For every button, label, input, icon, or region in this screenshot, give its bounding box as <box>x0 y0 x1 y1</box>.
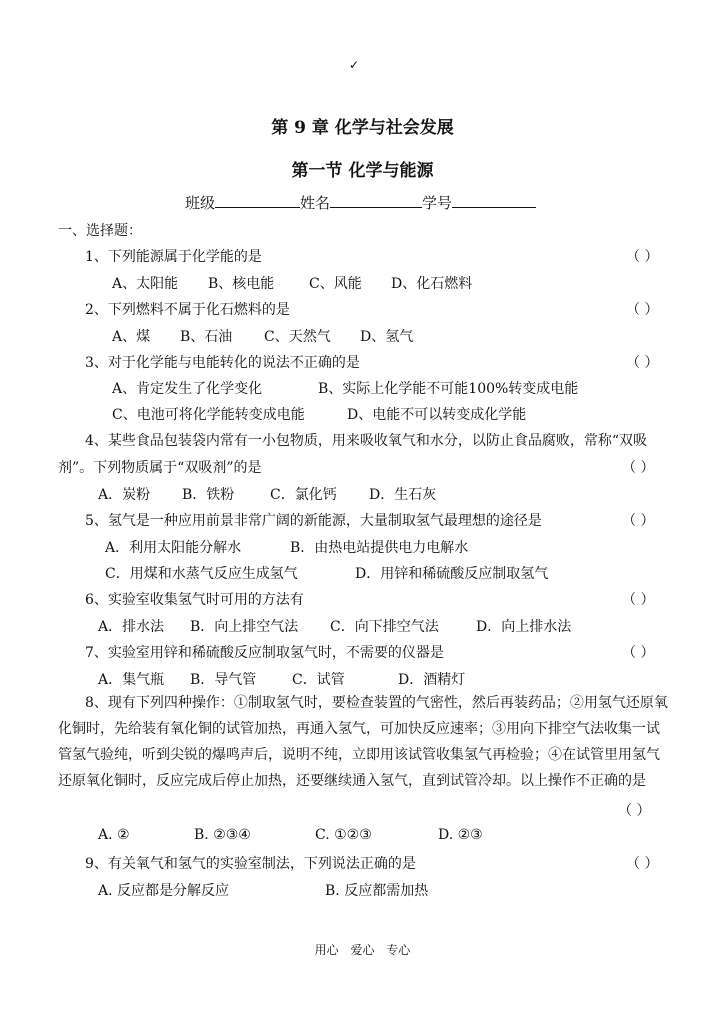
answer-paren-3[interactable]: （ ） <box>626 355 659 371</box>
q2-option-b: B、石油 <box>180 329 233 345</box>
q6-option-b: B．向上排空气法 <box>190 619 299 635</box>
q7-option-a: A．集气瓶 <box>98 672 165 688</box>
q6-option-d: D．向上排水法 <box>476 619 572 635</box>
page-footer: 用心 爱心 专心 <box>314 943 411 957</box>
q4-option-b: B．铁粉 <box>182 487 235 503</box>
part-heading: 一、选择题： <box>58 223 142 239</box>
q6-option-a: A．排水法 <box>98 619 165 635</box>
answer-paren-2[interactable]: （ ） <box>626 302 659 318</box>
q4-option-a: A．炭粉 <box>98 487 151 503</box>
question-2-stem: 2、下列燃料不属于化石燃料的是 <box>85 302 290 318</box>
q7-option-c: C．试管 <box>292 672 345 688</box>
q8-option-c: C. ①②③ <box>315 827 372 843</box>
question-9-stem: 9、有关氧气和氢气的实验室制法，下列说法正确的是 <box>85 856 416 872</box>
q4-option-d: D．生石灰 <box>369 487 437 503</box>
q1-option-c: C、风能 <box>309 276 362 292</box>
q7-option-b: B．导气管 <box>190 672 257 688</box>
q6-option-c: C．向下排空气法 <box>330 619 439 635</box>
answer-paren-4[interactable]: （ ） <box>622 460 655 476</box>
answer-paren-5[interactable]: （ ） <box>622 513 655 529</box>
q2-option-c: C、天然气 <box>264 329 331 345</box>
answer-paren-8[interactable]: （ ） <box>618 803 651 819</box>
q9-option-a: A. 反应都是分解反应 <box>98 883 230 899</box>
question-6-stem: 6、实验室收集氢气时可用的方法有 <box>85 592 304 608</box>
class-blank[interactable] <box>215 191 300 208</box>
question-4-stem-line1: 4、某些食品包装袋内常有一小包物质，用来吸收氧气和水分，以防止食品腐败，常称“双吸 <box>85 433 648 449</box>
answer-paren-9[interactable]: （ ） <box>626 856 659 872</box>
question-4-stem-line2: 剂”。下列物质属于“双吸剂”的是 <box>58 460 262 476</box>
header-check-mark: ✓ <box>349 58 360 72</box>
q9-option-b: B. 反应都需加热 <box>325 883 429 899</box>
q3-option-d: D、电能不可以转变成化学能 <box>347 407 527 423</box>
q3-option-a: A、肯定发生了化学变化 <box>112 381 263 397</box>
number-label: 学号 <box>422 194 453 212</box>
name-label: 姓名 <box>300 194 331 212</box>
q7-option-d: D．酒精灯 <box>398 672 466 688</box>
answer-paren-7[interactable]: （ ） <box>622 645 655 661</box>
answer-paren-6[interactable]: （ ） <box>622 592 655 608</box>
q8-option-a: A. ② <box>98 827 130 843</box>
q4-option-c: C．氯化钙 <box>270 487 337 503</box>
q1-option-d: D、化石燃料 <box>391 276 473 292</box>
name-blank[interactable] <box>330 191 422 208</box>
answer-paren-1[interactable]: （ ） <box>626 249 659 265</box>
class-label: 班级 <box>185 194 216 212</box>
q5-option-c: C．用煤和水蒸气反应生成氢气 <box>105 566 298 582</box>
question-1-stem: 1、下列能源属于化学能的是 <box>85 249 262 265</box>
question-7-stem: 7、实验室用锌和稀硫酸反应制取氢气时，不需要的仪器是 <box>85 645 444 661</box>
question-5-stem: 5、氢气是一种应用前景非常广阔的新能源，大量制取氢气最理想的途径是 <box>85 513 542 529</box>
q3-option-b: B、实际上化学能不可能100%转变成电能 <box>318 381 579 397</box>
question-3-stem: 3、对于化学能与电能转化的说法不正确的是 <box>85 355 360 371</box>
section-title: 第一节 化学与能源 <box>291 161 434 181</box>
q8-option-b: B. ②③④ <box>194 827 251 843</box>
q2-option-d: D、氢气 <box>360 329 414 345</box>
q1-option-b: B、核电能 <box>208 276 275 292</box>
number-blank[interactable] <box>452 191 536 208</box>
chapter-title: 第 9 章 化学与社会发展 <box>271 118 454 138</box>
q1-option-a: A、太阳能 <box>112 276 179 292</box>
q2-option-a: A、煤 <box>112 329 151 345</box>
question-8-stem: 8、现有下列四种操作：①制取氢气时，要检查装置的气密性，然后再装药品；②用氢气还原氧化铜时，先给装有氧化铜的试管加热，再通入氢气，可加快反应速率；③用向下排空气法收集一试管氢气验纯，听到尖锐的爆鸣声后，说明不纯，立即用该试管收集氢气再检验；④在试管里用氢气还原氧化铜时，反应完成后停止加热，还要继续通入氢气，直到试管冷却。以上操作不正确的是 <box>58 695 668 789</box>
student-info-fields <box>185 191 536 213</box>
q3-option-c: C、电池可将化学能转变成电能 <box>112 407 305 423</box>
q8-option-d: D. ②③ <box>438 827 483 843</box>
q5-option-a: A．利用太阳能分解水 <box>105 540 242 556</box>
q5-option-d: D．用锌和稀硫酸反应制取氢气 <box>355 566 549 582</box>
q5-option-b: B．由热电站提供电力电解水 <box>290 540 469 556</box>
